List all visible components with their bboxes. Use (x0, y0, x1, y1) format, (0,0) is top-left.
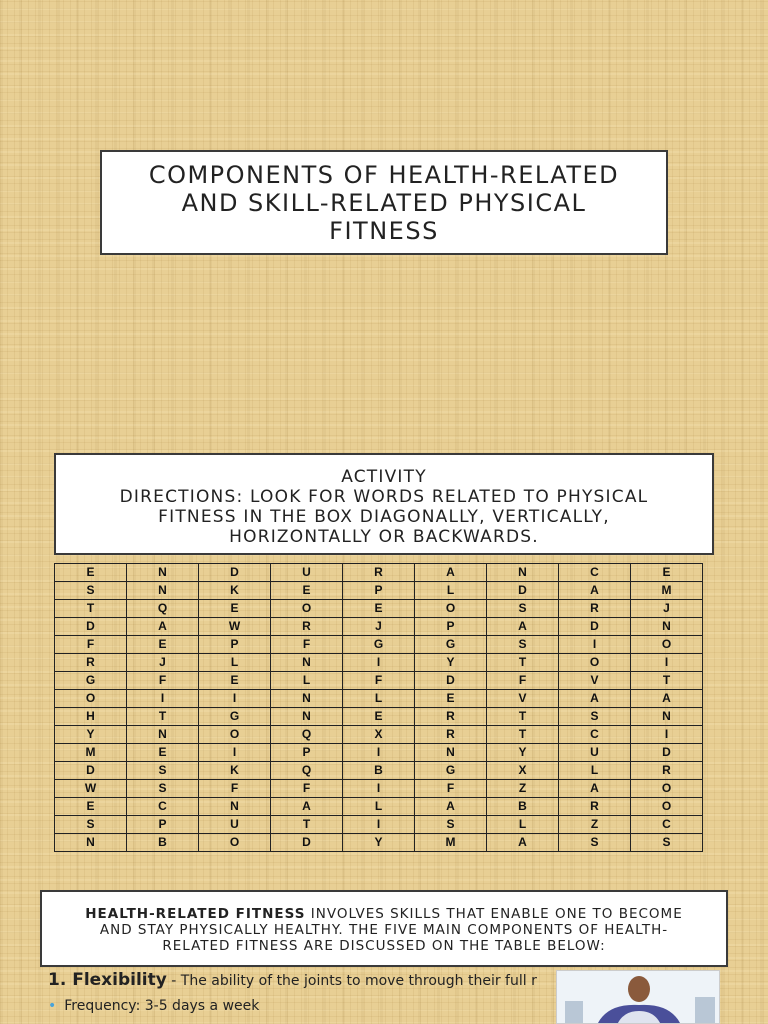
grid-cell: C (559, 564, 631, 582)
grid-row (55, 798, 703, 816)
grid-cell: I (559, 636, 631, 654)
grid-cell: Y (55, 726, 127, 744)
grid-cell: X (487, 762, 559, 780)
grid-cell: D (631, 744, 703, 762)
grid-cell: B (127, 834, 199, 852)
grid-cell: M (55, 744, 127, 762)
athlete-photo (556, 970, 720, 1024)
grid-row (55, 726, 703, 744)
grid-cell: K (199, 762, 271, 780)
grid-cell: F (487, 672, 559, 690)
grid-cell: N (631, 708, 703, 726)
grid-cell: R (631, 762, 703, 780)
grid-cell: D (199, 564, 271, 582)
directions-line-3: HORIZONTALLY OR BACKWARDS. (229, 527, 539, 547)
grid-cell: A (559, 780, 631, 798)
grid-cell: Q (127, 600, 199, 618)
grid-cell: N (487, 564, 559, 582)
grid-cell: O (199, 834, 271, 852)
grid-cell: A (271, 798, 343, 816)
grid-row (55, 708, 703, 726)
grid-cell: O (631, 636, 703, 654)
grid-cell: E (199, 672, 271, 690)
grid-cell: A (487, 834, 559, 852)
grid-cell: E (127, 744, 199, 762)
grid-cell: J (631, 600, 703, 618)
grid-cell: O (559, 654, 631, 672)
grid-cell: N (127, 564, 199, 582)
grid-row (55, 582, 703, 600)
grid-cell: N (631, 618, 703, 636)
grid-cell: F (55, 636, 127, 654)
grid-cell: U (199, 816, 271, 834)
grid-cell: P (415, 618, 487, 636)
grid-cell: U (271, 564, 343, 582)
grid-cell: A (127, 618, 199, 636)
word-search-grid (54, 563, 703, 852)
grid-cell: C (127, 798, 199, 816)
grid-cell: S (631, 834, 703, 852)
grid-cell: I (343, 744, 415, 762)
grid-cell: T (487, 726, 559, 744)
grid-cell: L (343, 798, 415, 816)
grid-cell: A (415, 564, 487, 582)
grid-cell: R (559, 600, 631, 618)
grid-cell: I (343, 654, 415, 672)
grid-cell: B (343, 762, 415, 780)
grid-cell: S (127, 780, 199, 798)
grid-cell: S (559, 708, 631, 726)
grid-cell: D (55, 762, 127, 780)
grid-cell: N (415, 744, 487, 762)
grid-cell: I (631, 654, 703, 672)
grid-cell: V (487, 690, 559, 708)
grid-cell: E (55, 798, 127, 816)
grid-row (55, 780, 703, 798)
directions-line-2: FITNESS IN THE BOX DIAGONALLY, VERTICALLY, (158, 507, 610, 527)
grid-cell: P (271, 744, 343, 762)
grid-cell: C (631, 816, 703, 834)
bullet-icon: • (48, 998, 57, 1014)
grid-cell: O (55, 690, 127, 708)
grid-cell: T (631, 672, 703, 690)
frequency-bullet-item (48, 995, 259, 1017)
grid-cell: F (271, 636, 343, 654)
grid-cell: A (415, 798, 487, 816)
health-related-fitness-box (40, 890, 728, 967)
grid-cell: D (55, 618, 127, 636)
grid-cell: L (343, 690, 415, 708)
grid-row (55, 618, 703, 636)
grid-cell: R (559, 798, 631, 816)
grid-cell: N (271, 690, 343, 708)
health-line-1: HEALTH-RELATED FITNESS INVOLVES SKILLS THAT ENABLE ONE TO BECOME (85, 906, 683, 922)
grid-cell: E (343, 600, 415, 618)
grid-cell: I (127, 690, 199, 708)
grid-cell: N (271, 654, 343, 672)
grid-row (55, 816, 703, 834)
flexibility-heading (48, 967, 553, 993)
grid-cell: G (343, 636, 415, 654)
grid-cell: F (127, 672, 199, 690)
grid-cell: D (487, 582, 559, 600)
title-box (100, 150, 668, 255)
grid-cell: N (127, 726, 199, 744)
grid-cell: A (559, 690, 631, 708)
grid-cell: Q (271, 726, 343, 744)
health-line-3: RELATED FITNESS ARE DISCUSSED ON THE TABLE BELOW: (162, 938, 606, 954)
grid-cell: P (199, 636, 271, 654)
grid-cell: E (127, 636, 199, 654)
grid-row (55, 762, 703, 780)
page-title: COMPONENTS OF HEALTH-RELATED AND SKILL-RELATED PHYSICAL FITNESS (148, 160, 620, 245)
grid-cell: Z (559, 816, 631, 834)
grid-cell: Q (271, 762, 343, 780)
frequency-text: Frequency: 3-5 days a week (64, 998, 260, 1014)
grid-cell: K (199, 582, 271, 600)
grid-cell: B (487, 798, 559, 816)
grid-cell: P (127, 816, 199, 834)
activity-directions-box (54, 453, 714, 555)
grid-cell: D (271, 834, 343, 852)
grid-cell: N (271, 708, 343, 726)
grid-cell: O (271, 600, 343, 618)
activity-heading: ACTIVITY (341, 467, 427, 487)
grid-cell: F (199, 780, 271, 798)
grid-cell: G (415, 636, 487, 654)
grid-row (55, 600, 703, 618)
grid-cell: S (487, 600, 559, 618)
grid-cell: S (55, 582, 127, 600)
grid-cell: R (343, 564, 415, 582)
grid-cell: P (343, 582, 415, 600)
grid-row (55, 636, 703, 654)
grid-cell: E (415, 690, 487, 708)
grid-cell: T (55, 600, 127, 618)
grid-cell: M (415, 834, 487, 852)
grid-cell: F (271, 780, 343, 798)
grid-cell: S (559, 834, 631, 852)
grid-cell: N (127, 582, 199, 600)
grid-cell: L (199, 654, 271, 672)
grid-cell: T (271, 816, 343, 834)
grid-cell: R (271, 618, 343, 636)
grid-cell: J (343, 618, 415, 636)
grid-cell: L (415, 582, 487, 600)
grid-cell: O (199, 726, 271, 744)
grid-cell: R (55, 654, 127, 672)
grid-cell: X (343, 726, 415, 744)
grid-cell: D (559, 618, 631, 636)
grid-cell: S (55, 816, 127, 834)
flexibility-number: 1. Flexibility (48, 970, 167, 990)
athlete-image-icon (557, 971, 720, 1024)
grid-cell: O (415, 600, 487, 618)
grid-cell: G (55, 672, 127, 690)
grid-cell: U (559, 744, 631, 762)
grid-cell: G (199, 708, 271, 726)
grid-cell: S (415, 816, 487, 834)
grid-cell: Y (487, 744, 559, 762)
grid-cell: W (199, 618, 271, 636)
grid-cell: O (631, 780, 703, 798)
grid-cell: E (55, 564, 127, 582)
grid-cell: C (559, 726, 631, 744)
health-related-fitness-term: HEALTH-RELATED FITNESS (85, 906, 306, 922)
grid-cell: L (271, 672, 343, 690)
grid-cell: S (487, 636, 559, 654)
grid-cell: T (127, 708, 199, 726)
grid-cell: N (199, 798, 271, 816)
grid-cell: I (343, 780, 415, 798)
grid-row (55, 654, 703, 672)
grid-cell: E (343, 708, 415, 726)
grid-row (55, 672, 703, 690)
grid-cell: L (559, 762, 631, 780)
grid-cell: R (415, 726, 487, 744)
grid-row (55, 564, 703, 582)
grid-cell: E (199, 600, 271, 618)
health-line-2: AND STAY PHYSICALLY HEALTHY. THE FIVE MAIN COMPONENTS OF HEALTH- (99, 922, 669, 938)
grid-row (55, 690, 703, 708)
grid-cell: A (631, 690, 703, 708)
grid-cell: W (55, 780, 127, 798)
grid-cell: H (55, 708, 127, 726)
grid-cell: J (127, 654, 199, 672)
grid-cell: M (631, 582, 703, 600)
grid-cell: I (343, 816, 415, 834)
grid-cell: R (415, 708, 487, 726)
grid-cell: T (487, 708, 559, 726)
grid-row (55, 744, 703, 762)
grid-cell: D (415, 672, 487, 690)
grid-cell: A (559, 582, 631, 600)
grid-cell: V (559, 672, 631, 690)
grid-cell: F (343, 672, 415, 690)
grid-cell: N (55, 834, 127, 852)
grid-cell: F (415, 780, 487, 798)
grid-cell: Z (487, 780, 559, 798)
grid-cell: A (487, 618, 559, 636)
grid-cell: I (631, 726, 703, 744)
grid-row (55, 834, 703, 852)
grid-cell: I (199, 744, 271, 762)
directions-line-1: DIRECTIONS: LOOK FOR WORDS RELATED TO PHYSICAL (119, 487, 649, 507)
grid-cell: E (631, 564, 703, 582)
grid-cell: L (487, 816, 559, 834)
flexibility-description: - The ability of the joints to move through their full r (166, 973, 537, 989)
grid-cell: G (415, 762, 487, 780)
grid-cell: I (199, 690, 271, 708)
grid-cell: Y (343, 834, 415, 852)
grid-cell: O (631, 798, 703, 816)
grid-cell: T (487, 654, 559, 672)
grid-cell: E (271, 582, 343, 600)
grid-cell: Y (415, 654, 487, 672)
grid-cell: S (127, 762, 199, 780)
